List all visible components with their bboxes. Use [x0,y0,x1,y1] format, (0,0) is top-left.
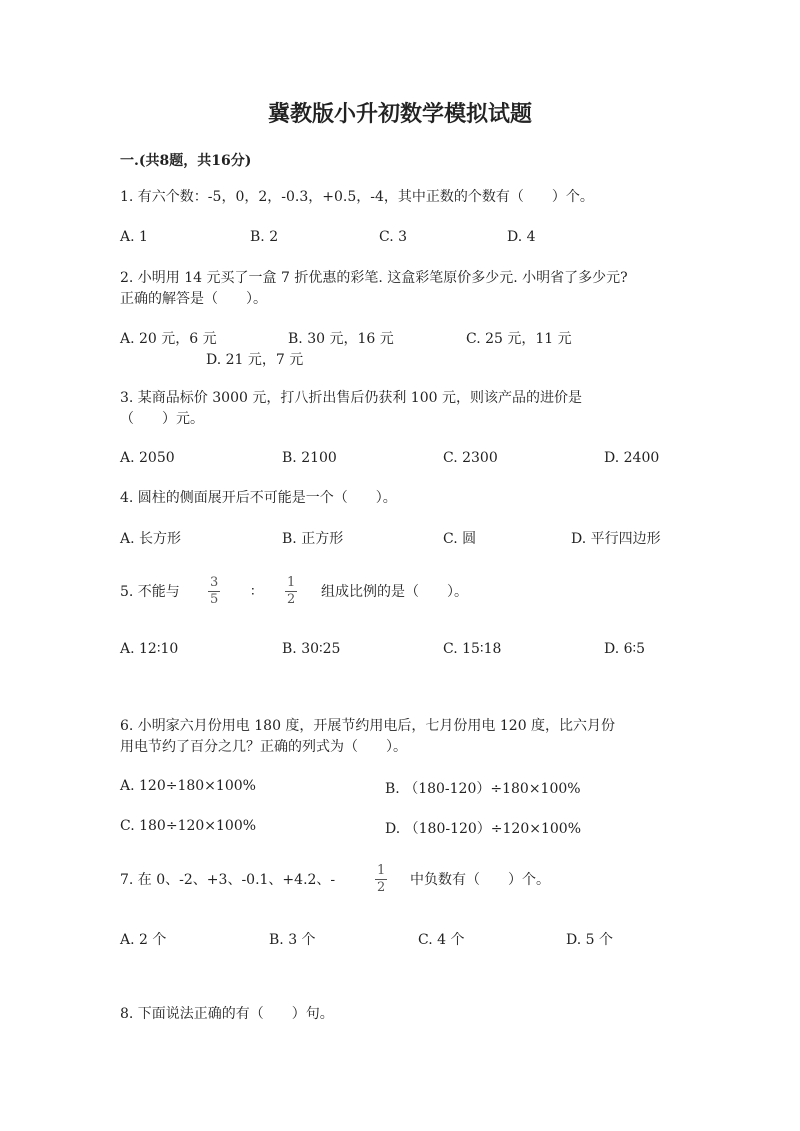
question-8-stem: 8. 下面说法正确的有（ ）句。 [120,1006,334,1022]
question-3-stem-line-1: 3. 某商品标价 3000 元，打八折出售后仍获利 100 元，则该产品的进价是 [120,390,582,406]
question-6-option-b: B. （180-120）÷180×100% [385,781,581,797]
question-5-option-a: A. 12∶10 [120,641,179,657]
question-2-option-a: A. 20 元，6 元 [120,331,217,347]
question-3-option-a: A. 2050 [120,450,175,466]
question-5-fraction-1 [208,576,220,607]
question-5-stem-before: 5. 不能与 [120,584,180,600]
question-4-option-b: B. 正方形 [282,531,344,547]
question-3-stem-line-2: （ ）元。 [120,411,204,427]
question-7-stem-after: 中负数有（ ）个。 [410,872,550,888]
question-1-option-d: D. 4 [507,229,536,245]
question-7-option-b: B. 3 个 [269,932,316,948]
question-4-option-c: C. 圆 [443,531,477,547]
question-6-option-c: C. 180÷120×100% [120,818,257,834]
page-title: 冀教版小升初数学模拟试题 [267,101,532,127]
question-2-stem-line-2: 正确的解答是（ ）。 [120,291,267,307]
question-5-stem-after: 组成比例的是（ ）。 [321,584,468,600]
question-6-option-a: A. 120÷180×100% [120,778,256,794]
section-heading: 一.(共8题，共16分) [120,153,252,169]
question-3-option-b: B. 2100 [282,450,337,466]
question-7-fraction-numerator: 1 [377,863,386,878]
question-2-stem-line-1: 2. 小明用 14 元买了一盒 7 折优惠的彩笔. 这盒彩笔原价多少元. 小明省了多少元? [120,270,628,286]
question-7-option-a: A. 2 个 [120,932,167,948]
question-5-colon: ∶ [251,584,255,600]
question-1-option-b: B. 2 [250,229,279,245]
question-7-option-c: C. 4 个 [418,932,465,948]
question-3-option-c: C. 2300 [443,450,498,466]
question-2-option-d: D. 21 元，7 元 [206,352,304,368]
question-3-option-d: D. 2400 [604,450,660,466]
question-1-option-c: C. 3 [379,229,408,245]
question-7-fraction [375,864,387,895]
question-5-fraction-2-numerator: 1 [287,575,296,590]
question-6-option-d: D. （180-120）÷120×100% [385,821,582,837]
question-7-fraction-denominator: 2 [377,880,386,895]
question-5-fraction-2 [285,576,297,607]
question-6-stem-line-1: 6. 小明家六月份用电 180 度，开展节约用电后，七月份用电 120 度，比六月份 [120,718,616,734]
question-6-stem-line-2: 用电节约了百分之几？正确的列式为（ ）。 [120,739,407,755]
question-5-fraction-1-denominator: 5 [210,592,219,607]
question-5-option-b: B. 30∶25 [282,641,341,657]
question-7-stem-before: 7. 在 0、-2、+3、-0.1、+4.2、- [120,872,336,888]
question-7-option-d: D. 5 个 [566,932,613,948]
question-5-option-c: C. 15∶18 [443,641,502,657]
question-5-option-d: D. 6∶5 [604,641,646,657]
question-1-option-a: A. 1 [120,229,148,245]
question-2-option-b: B. 30 元，16 元 [288,331,394,347]
question-5-fraction-1-numerator: 3 [210,575,219,590]
question-1-stem: 1. 有六个数：-5，0，2，-0.3，+0.5，-4，其中正数的个数有（ ）个。 [120,189,594,205]
question-2-option-c: C. 25 元，11 元 [466,331,572,347]
question-4-option-a: A. 长方形 [120,531,182,547]
question-4-stem: 4. 圆柱的侧面展开后不可能是一个（ ）。 [120,490,397,506]
question-4-option-d: D. 平行四边形 [571,531,661,547]
question-5-fraction-2-denominator: 2 [287,592,296,607]
